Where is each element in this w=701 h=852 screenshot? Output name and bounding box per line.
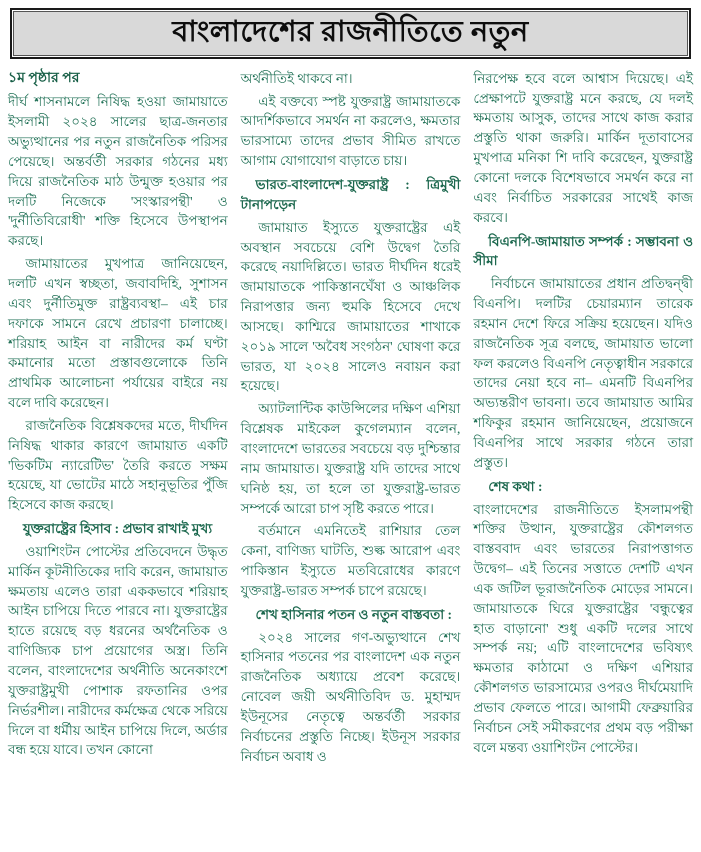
column-right	[473, 69, 693, 761]
paragraph: বাংলাদেশের রাজনীতিতে ইসলামপন্থী শক্তির উত্থান, যুক্তরাষ্ট্রের কৌশলগত বাস্তববাদ এবং ভারতের নিরাপত্তাগত উদ্বেগ– এই তিনের সত্তাতে দেশটি এখন এক জটিল ভূরাজনৈতিক মোড়ের সামনে। জামায়াতকে ঘিরে যুক্তরাষ্ট্রের 'বন্ধুত্বের হাত বাড়ানো' শুধু একটি দলের সাথে সম্পর্ক নয়; এটি বাংলাদেশের ভবিষ্যৎ ক্ষমতার কাঠামো ও দক্ষিণ এশিয়ার কৌশলগত ভারসাম্যের ওপরও দীর্ঘমেয়াদি প্রভাব ফেলতে পারে। আগামী ফেব্রুয়ারির নির্বাচন সেই সমীকরণের প্রথম বড় পরীক্ষা বলে মন্তব্য ওয়াশিংটন পোস্টের।	[473, 501, 694, 755]
section-subhead-bnp-jamaat: বিএনপি-জামায়াত সম্পর্ক : সম্ভাবনা ও সীমা	[473, 233, 694, 269]
paragraph-continuation: অর্থনীতিই থাকবে না।	[240, 70, 353, 86]
paragraph: জামায়াতের মুখপাত্র জানিয়েছেন, দলটি এখন স্বচ্ছতা, জবাবদিহি, সুশাসন এবং দুর্নীতিমুক্ত রাষ্ট্রব্যবস্থা– এই চার দফাকে সামনে রেখে প্রচারণা চালাচ্ছে। শরিয়াহ আইন বা নারীদের কর্ম ঘণ্টা কমানোর মতো প্রস্তাবগুলোকে তিনি প্রাথমিক আলোচনা পর্যায়ের বাইরে নয় বলে দাবি করেছেন।	[8, 256, 228, 411]
section-subhead-final-word: শেষ কথা :	[488, 478, 543, 494]
paragraph: এই বক্তব্যে স্পষ্ট যুক্তরাষ্ট্র জামায়াতকে আদর্শিকভাবে সমর্থন না করলেও, ক্ষমতার ভারসাম্যে তাদের প্রভাব সীমিত রাখতে আগাম যোগাযোগ বাড়াতে চায়।	[240, 93, 461, 169]
article-body	[8, 69, 693, 770]
section-subhead-trilateral: ভারত-বাংলাদেশ-যুক্তরাষ্ট্র : ত্রিমুখী টানাপড়েন	[240, 177, 461, 212]
paragraph: দীর্ঘ শাসনামলে নিষিদ্ধ হওয়া জামায়াতে ইসলামী ২০২৪ সালের ছাত্র-জনতার অভ্যুত্থানের পর নতুন রাজনৈতিক পরিসর পেয়েছে। অন্তর্বর্তী সরকার গঠনের মধ্য দিয়ে রাজনৈতিক মাঠ উন্মুক্ত হওয়ার পর দলটি নিজেকে 'সংস্কারপন্থী' ও 'দুর্নীতিবিরোধী' শক্তি হিসেবে উপস্থাপন করছে।	[8, 94, 228, 249]
column-middle	[241, 69, 461, 770]
paragraph-continuation: নিরপেক্ষ হবে বলে আশ্বাস দিয়েছে। এই প্রেক্ষাপটে যুক্তরাষ্ট্র মনে করছে, যে দলই ক্ষমতায় আসুক, তাদের সাথে কাজ করার প্রস্তুতি থাকা জরুরি। মার্কিন দূতাবাসের মুখপাত্র মনিকা শি দাবি করেছেন, যুক্তরাষ্ট্র কোনো দলকে বিশেষভাবে সমর্থন করে না এবং নির্বাচিত সরকারের সাথেই কাজ করবে।	[473, 70, 694, 225]
section-subhead-hasina-fall: শেখ হাসিনার পতন ও নতুন বাস্তবতা :	[255, 606, 453, 622]
column-left	[8, 69, 228, 763]
paragraph: অ্যাটলান্টিক কাউন্সিলের দক্ষিণ এশিয়া বিশ্লেষক মাইকেল কুগেলম্যান বলেন, বাংলাদেশে ভারতের সবচেয়ে বড় দুশ্চিন্তার নাম জামায়াত। যুক্তরাষ্ট্র যদি তাদের সাথে ঘনিষ্ঠ হয়, তা হলে তা যুক্তরাষ্ট্র-ভারত সম্পর্কে আরো চাপ সৃষ্টি করতে পারে।	[240, 401, 461, 516]
paragraph: বর্তমানে এমনিতেই রাশিয়ার তেল কেনা, বাণিজ্য ঘাটতি, শুল্ক আরোপ এবং পাকিস্তান ইস্যুতে মতবিরোধের কারণে যুক্তরাষ্ট্র-ভারত সম্পর্ক চাপে রয়েছে।	[240, 523, 461, 598]
paragraph: ওয়াশিংটন পোস্টের প্রতিবেদনে উদ্ধৃত মার্কিন কূটনীতিকের দাবি করেন, জামায়াত ক্ষমতায় এলেও তারা এককভাবে শরিয়াহ আইন চাপিয়ে দিতে পারবে না। যুক্তরাষ্ট্রের হাতে রয়েছে বড় ধরনের অর্থনৈতিক ও বাণিজ্যিক চাপ প্রয়োগের অস্ত্র। তিনি বলেন, বাংলাদেশের অর্থনীতি অনেকাংশে যুক্তরাষ্ট্রমুখী পোশাক রফতানির ওপর নির্ভরশীল। নারীদের কর্মক্ষেত্র থেকে সরিয়ে দিলে বা ধর্মীয় আইন চাপিয়ে দিলে, অর্ডার বন্ধ হয়ে যাবে। তখন কোনো	[8, 543, 228, 758]
paragraph: নির্বাচনে জামায়াতের প্রধান প্রতিদ্বন্দ্বী বিএনপি। দলটির চেয়ারম্যান তারেক রহমান দেশে ফিরে সক্রিয় হয়েছেন। যদিও রাজনৈতিক সূত্র বলছে, জামায়াত ভালো ফল করলেও বিএনপি নেতৃত্বাধীন সরকারে তাদের নেয়া হবে না– এমনটি বিএনপির অভ্যন্তরীণ ভাবনা। তবে জামায়াত আমির শফিকুর রহমান জানিয়েছেন, প্রয়োজনে বিএনপির সাথে সরকার গঠনে তারা প্রস্তুত।	[473, 276, 694, 470]
paragraph: রাজনৈতিক বিশ্লেষকদের মতে, দীর্ঘদিন নিষিদ্ধ থাকার কারণে জামায়াত একটি 'ভিকটিম ন্যারেটিভ' তৈরি করতে সক্ষম হয়েছে, যা ভোটের মাঠে সহানুভূতির পুঁজি হিসেবে কাজ করছে।	[8, 417, 228, 513]
headline-box	[10, 8, 691, 59]
continuation-label: ১ম পৃষ্ঠার পর	[8, 70, 80, 86]
paragraph: জামায়াত ইস্যুতে যুক্তরাষ্ট্রের এই অবস্থান সবচেয়ে বেশি উদ্বেগ তৈরি করেছে নয়াদিল্লিতে। ভারত দীর্ঘদিন ধরেই জামায়াতকে পাকিস্তানঘেঁষা ও আঞ্চলিক নিরাপত্তার জন্য হুমকি হিসেবে দেখে আসছে। কাশ্মিরে জামায়াতের শাখাকে ২০১৯ সালে 'অবৈধ সংগঠন' ঘোষণা করে ভারত, যা ২০২৪ সালেও নবায়ন করা হয়েছে।	[240, 219, 461, 394]
section-subhead-us-calculus: যুক্তরাষ্ট্রের হিসাব : প্রভাব রাখাই মুখ্য	[22, 521, 213, 537]
paragraph: ২০২৪ সালের গণ-অভ্যুত্থানে শেখ হাসিনার পতনের পর বাংলাদেশ এক নতুন রাজনৈতিক অধ্যায়ে প্রবেশ করেছে। নোবেল জয়ী অর্থনীতিবিদ ড. মুহাম্মদ ইউনূসের নেতৃত্বে অন্তর্বর্তী সরকার নির্বাচনের প্রস্তুতি নিচ্ছে। ইউনূস সরকার নির্বাচন অবাধ ও	[240, 629, 461, 764]
article-headline: বাংলাদেশের রাজনীতিতে নতুন	[172, 16, 529, 48]
